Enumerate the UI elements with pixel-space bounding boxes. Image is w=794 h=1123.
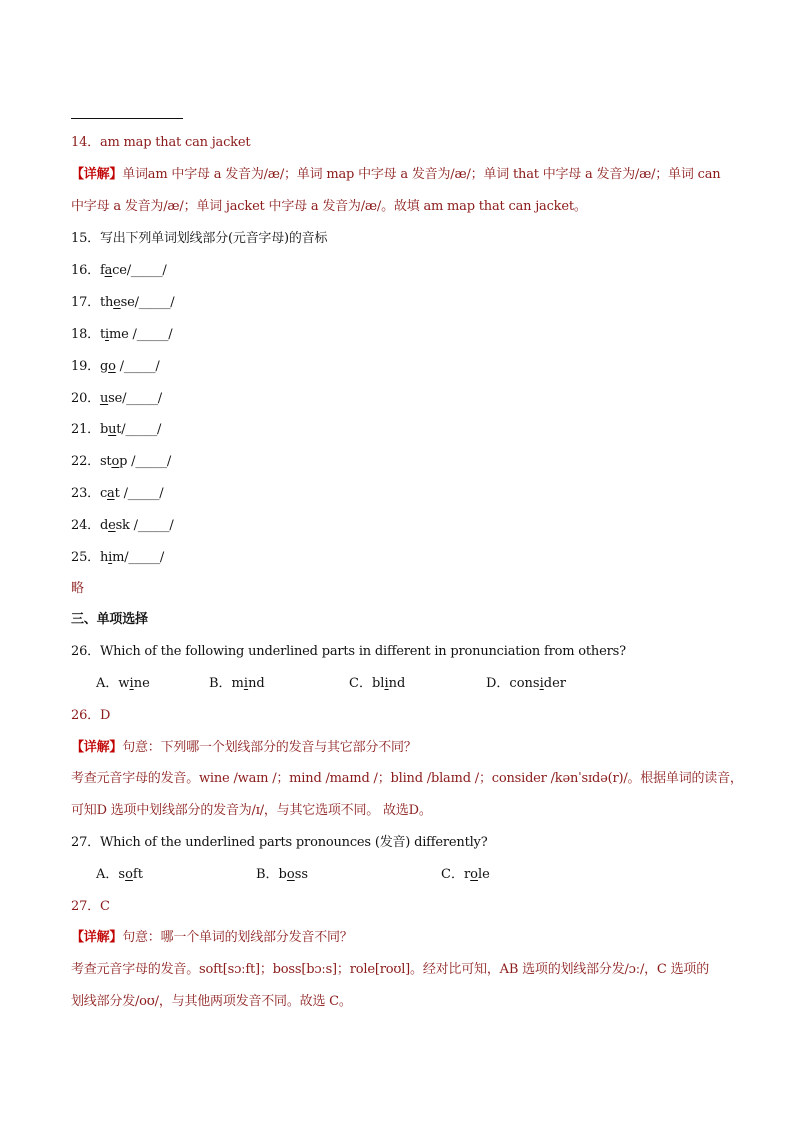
answer-blank: /_____/: [119, 486, 164, 501]
q27-explain-line-2: 考查元音字母的发音。soft[sɔːft]；boss[bɔːs]；role[roʊl]。经对比可知，AB 选项的划线部分发/ɔː/，C 选项的: [71, 962, 710, 977]
q26-question: 26．Which of the following underlined parts in different in pronunciation from others?: [71, 644, 626, 659]
underlined-letter: o: [108, 359, 116, 374]
q26-option-b: B．mind: [209, 676, 265, 691]
underlined-letter: e: [108, 518, 116, 533]
q27-option-c: C．role: [441, 867, 490, 882]
underlined-letter: u: [108, 422, 117, 437]
q26-explain-line-3: 可知D 选项中划线部分的发音为/ɪ/，与其它选项不同。 故选D。: [71, 803, 432, 818]
word-item: 16．face/_____/: [71, 263, 167, 278]
word-item: 21．but/_____/: [71, 422, 162, 437]
q27-option-a: A．soft: [96, 867, 143, 882]
q26-option-c: C．blind: [349, 676, 406, 691]
q27-option-b: B．boss: [256, 867, 309, 882]
q26-option-a: A．wine: [96, 676, 150, 691]
underlined-letter: a: [107, 486, 115, 501]
q14-heading: 14．am map that can jacket: [71, 135, 251, 150]
q27-question: 27．Which of the underlined parts pronounces (发音) differently?: [71, 835, 488, 850]
word-item: 25．him/_____/: [71, 550, 165, 565]
underlined-letter: u: [99, 391, 109, 406]
word-item: 24．desk /_____/: [71, 518, 174, 533]
separator-rule: [71, 118, 183, 119]
answer-blank: /_____/: [128, 327, 173, 342]
answer-blank: /_____/: [124, 550, 165, 565]
underlined-letter: i: [104, 327, 109, 342]
explain-tag: 【详解】: [71, 167, 123, 182]
q27-explain-line-3: 划线部分发/oʊ/，与其他两项发音不同。故选 C。: [71, 994, 352, 1009]
q26-explain-line-2: 考查元音字母的发音。wine /waɪn /；mind /maɪnd /；blind /blaɪnd /；consider /kənˈsɪdə(r)/。根据单词的读音，: [71, 771, 743, 786]
q26-answer: 26．D: [71, 708, 111, 723]
word-item: 20．use/_____/: [71, 391, 162, 406]
q27-explain-line-1: 【详解】句意：哪一个单词的划线部分发音不同？: [71, 930, 353, 945]
section-heading: 三、单项选择: [71, 612, 148, 627]
answer-blank: /_____/: [126, 263, 167, 278]
word-item: 18．time /_____/: [71, 327, 173, 342]
explain-tag: 【详解】: [71, 740, 123, 755]
word-item: 23．cat /_____/: [71, 486, 164, 501]
underlined-letter: a: [104, 263, 113, 278]
word-item: 22．stop /_____/: [71, 454, 172, 469]
q15-instruction: 15．写出下列单词划线部分(元音字母)的音标: [71, 231, 328, 246]
answer-omitted: 略: [71, 581, 84, 596]
answer-blank: /_____/: [127, 454, 172, 469]
answer-blank: /_____/: [129, 518, 174, 533]
q14-explain-line-1: [71, 166, 720, 184]
answer-blank: /_____/: [134, 295, 175, 310]
answer-blank: /_____/: [115, 359, 160, 374]
word-item: 19．go /_____/: [71, 359, 160, 374]
answer-blank: /_____/: [122, 391, 162, 406]
word-item: 17．these/_____/: [71, 295, 175, 310]
q26-explain-line-1: 【详解】句意：下列哪一个划线部分的发音与其它部分不同？: [71, 740, 417, 755]
answer-blank: /_____/: [121, 422, 162, 437]
underlined-letter: e: [113, 295, 121, 310]
explain-tag: 【详解】: [71, 930, 123, 945]
q14-explain-line-2: 中字母 a 发音为/æ/；单词 jacket 中字母 a 发音为/æ/。故填 am map that can jacket。: [71, 199, 587, 214]
q14-explain-text-1: 单词am 中字母 a 发音为/æ/；单词 map 中字母 a 发音为/æ/；单词 that 中字母 a 发音为/æ/；单词 can: [122, 167, 721, 182]
underlined-letter: o: [111, 454, 120, 469]
underlined-letter: i: [108, 550, 113, 565]
q26-option-d: D．consider: [486, 676, 566, 691]
q27-answer: 27．C: [71, 899, 110, 914]
